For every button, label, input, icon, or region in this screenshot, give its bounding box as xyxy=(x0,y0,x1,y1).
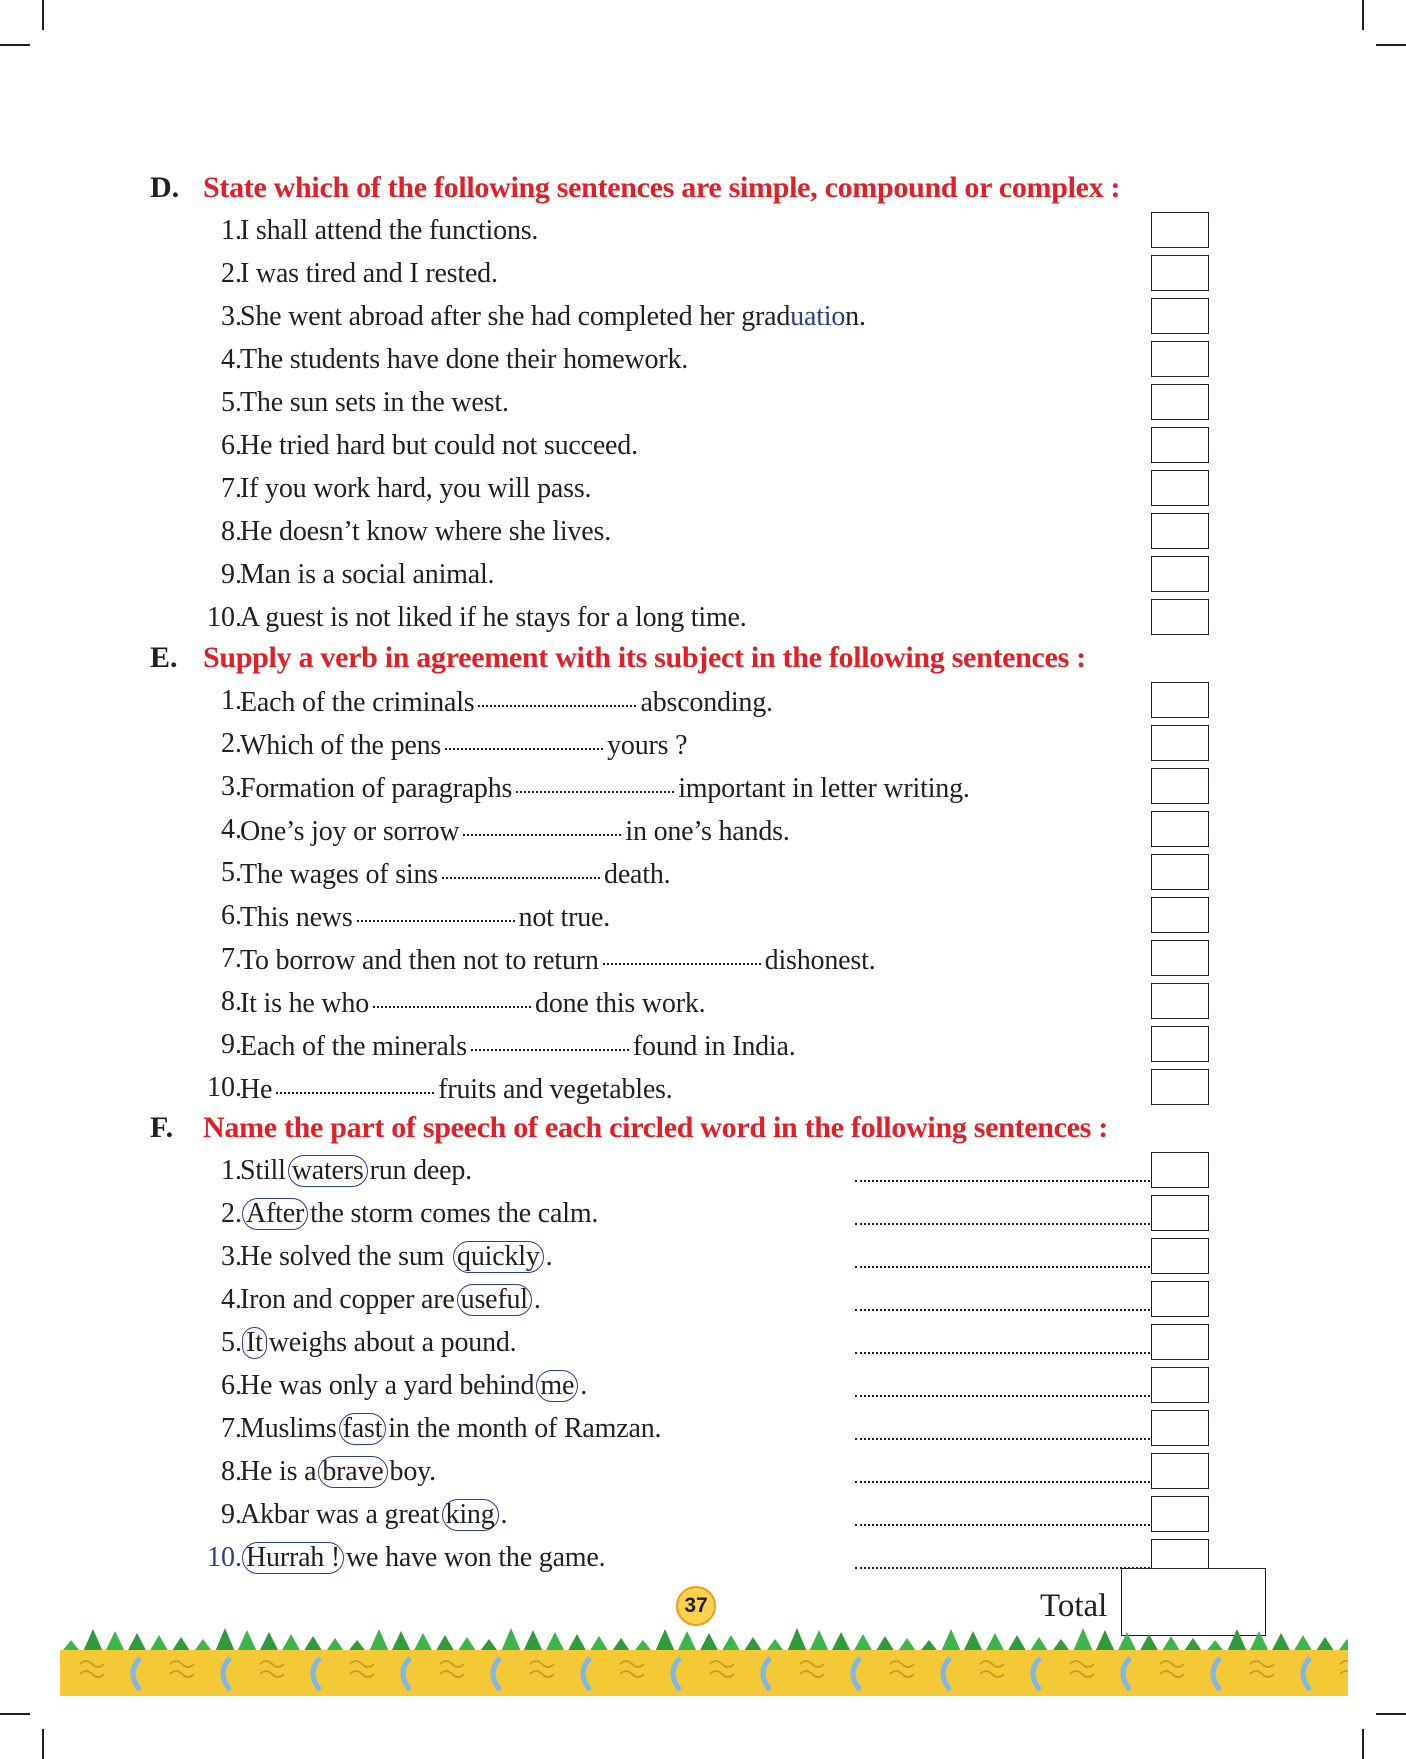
item-text xyxy=(240,1149,472,1192)
answer-line[interactable] xyxy=(855,1395,1150,1397)
circled-word: useful xyxy=(457,1284,532,1316)
section-letter: F. xyxy=(150,1111,174,1144)
crop-mark xyxy=(0,1713,30,1715)
item-text: He doesn’t know where she lives. xyxy=(240,516,611,547)
circled-word: me xyxy=(536,1370,578,1402)
fill-blank[interactable] xyxy=(276,1062,434,1094)
text-part: . xyxy=(580,1370,587,1401)
crop-mark xyxy=(1362,1729,1364,1759)
list-item xyxy=(150,1278,1250,1321)
item-number: 10. xyxy=(207,602,242,633)
circled-word: Hurrah ! xyxy=(242,1542,344,1574)
text-part: done this work. xyxy=(535,988,706,1019)
item-text: The students have done their homework. xyxy=(240,344,689,375)
list-item xyxy=(150,937,1250,980)
text-part: Each of the minerals xyxy=(240,1031,467,1062)
text-part: run deep. xyxy=(369,1155,472,1186)
list-item xyxy=(150,980,1250,1023)
list-item xyxy=(150,467,1250,510)
list-item xyxy=(150,808,1250,851)
answer-line[interactable] xyxy=(855,1266,1150,1268)
section-heading xyxy=(150,636,1250,679)
list-item xyxy=(150,894,1250,937)
item-number: 4. xyxy=(221,344,242,375)
text-part: weighs about a pound. xyxy=(268,1327,517,1358)
answer-box[interactable] xyxy=(1151,768,1209,804)
text-part: yours ? xyxy=(607,730,688,761)
section-heading xyxy=(150,1106,1250,1149)
item-number: 2. xyxy=(221,1198,242,1229)
item-text xyxy=(240,1493,507,1536)
circled-word: It xyxy=(242,1327,267,1359)
answer-box[interactable] xyxy=(1151,1453,1209,1489)
text-part: He was only a yard behind xyxy=(240,1370,535,1401)
item-text xyxy=(240,295,866,338)
fill-blank[interactable] xyxy=(516,761,674,793)
list-item xyxy=(150,295,1250,338)
answer-box[interactable] xyxy=(1151,983,1209,1019)
item-number: 4. xyxy=(221,814,242,845)
item-number: 3. xyxy=(221,771,242,802)
answer-line[interactable] xyxy=(855,1223,1150,1225)
crop-mark xyxy=(1362,0,1364,30)
list-item xyxy=(150,424,1250,467)
crop-mark xyxy=(42,0,44,30)
list-item xyxy=(150,1149,1250,1192)
fill-blank[interactable] xyxy=(445,718,603,750)
text-part: in one’s hands. xyxy=(625,816,790,847)
list-item xyxy=(150,1407,1250,1450)
item-text: I shall attend the functions. xyxy=(240,215,539,246)
list-item xyxy=(150,765,1250,808)
list-item xyxy=(150,1364,1250,1407)
answer-line[interactable] xyxy=(855,1180,1150,1182)
item-number: 6. xyxy=(221,1370,242,1401)
item-number: 1. xyxy=(221,685,242,716)
text-part: boy. xyxy=(389,1456,436,1487)
item-number: 2. xyxy=(221,728,242,759)
text-part: This news xyxy=(240,902,353,933)
answer-box[interactable] xyxy=(1151,1367,1209,1403)
item-number: 8. xyxy=(221,986,242,1017)
list-item xyxy=(150,209,1250,252)
crop-mark xyxy=(1376,1713,1406,1715)
list-item xyxy=(150,553,1250,596)
answer-box[interactable] xyxy=(1151,1152,1209,1188)
text-part: in the month of Ramzan. xyxy=(388,1413,662,1444)
circled-word: waters xyxy=(288,1155,368,1187)
text-part: Formation of paragraphs xyxy=(240,773,513,804)
section-letter: E. xyxy=(150,641,178,674)
section-title: Name the part of speech of each circled word in the following sentences : xyxy=(203,1111,1108,1144)
answer-box[interactable] xyxy=(1151,940,1209,976)
answer-box[interactable] xyxy=(1151,599,1209,635)
item-text: I was tired and I rested. xyxy=(240,258,498,289)
text-part: Still xyxy=(240,1155,286,1186)
item-text xyxy=(240,1364,587,1407)
item-number: 5. xyxy=(221,1327,242,1358)
answer-box[interactable] xyxy=(1151,1026,1209,1062)
item-number: 7. xyxy=(221,1413,242,1444)
answer-box[interactable] xyxy=(1151,470,1209,506)
item-number: 3. xyxy=(221,1241,242,1272)
text-part: death. xyxy=(604,859,671,890)
circled-word: king xyxy=(442,1499,499,1531)
list-item xyxy=(150,1450,1250,1493)
answer-box[interactable] xyxy=(1151,854,1209,890)
answer-box[interactable] xyxy=(1151,427,1209,463)
text-part: . xyxy=(545,1241,553,1272)
item-text: He tried hard but could not succeed. xyxy=(240,430,638,461)
item-number: 2. xyxy=(221,258,242,289)
item-number: 9. xyxy=(221,1029,242,1060)
text-part: uatio xyxy=(790,301,846,332)
item-number: 6. xyxy=(221,900,242,931)
ground-band xyxy=(60,1650,1348,1696)
answer-line[interactable] xyxy=(855,1309,1150,1311)
text-part: He is a xyxy=(240,1456,317,1487)
item-text xyxy=(240,937,875,982)
crop-mark xyxy=(1376,44,1406,46)
item-number: 8. xyxy=(221,1456,242,1487)
crop-mark xyxy=(42,1729,44,1759)
answer-box[interactable] xyxy=(1151,556,1209,592)
text-part: It is he who xyxy=(240,988,370,1019)
answer-line[interactable] xyxy=(855,1567,1150,1569)
text-part: The wages of sins xyxy=(240,859,439,890)
answer-box[interactable] xyxy=(1151,212,1209,248)
item-number: 5. xyxy=(221,387,242,418)
item-text: If you work hard, you will pass. xyxy=(240,473,592,504)
answer-box[interactable] xyxy=(1151,298,1209,334)
text-part: Each of the criminals xyxy=(240,687,475,718)
section-letter: D. xyxy=(150,171,180,204)
list-item xyxy=(150,1192,1250,1235)
circled-word: quickly xyxy=(453,1241,544,1273)
page-number: 37 xyxy=(676,1586,716,1626)
answer-box[interactable] xyxy=(1151,1069,1209,1105)
answer-box[interactable] xyxy=(1151,1410,1209,1446)
item-number: 1. xyxy=(221,1155,242,1186)
text-part: n. xyxy=(845,301,866,332)
item-text xyxy=(240,1536,605,1579)
list-item xyxy=(150,1023,1250,1066)
total-label: Total xyxy=(1040,1588,1108,1624)
answer-box[interactable] xyxy=(1151,682,1209,718)
answer-line[interactable] xyxy=(855,1481,1150,1483)
item-number: 10. xyxy=(207,1072,242,1103)
text-part: Akbar was a great xyxy=(240,1499,440,1530)
answer-box[interactable] xyxy=(1151,1281,1209,1317)
text-part: . xyxy=(533,1284,541,1315)
text-part: fruits and vegetables. xyxy=(438,1074,673,1105)
text-part: One’s joy or sorrow xyxy=(240,816,460,847)
text-part: She went abroad after she had completed her grad xyxy=(240,301,791,332)
item-text xyxy=(240,1066,673,1111)
item-number: 9. xyxy=(221,1499,242,1530)
fill-blank[interactable] xyxy=(442,847,600,879)
answer-box[interactable] xyxy=(1151,1496,1209,1532)
fill-blank[interactable] xyxy=(357,890,515,922)
item-number: 9. xyxy=(221,559,242,590)
list-item xyxy=(150,252,1250,295)
item-text: Man is a social animal. xyxy=(240,559,495,590)
circled-word: After xyxy=(242,1198,308,1230)
item-number: 1. xyxy=(221,215,242,246)
text-part: important in letter writing. xyxy=(678,773,970,804)
text-part: we have won the game. xyxy=(346,1542,606,1573)
text-part: Iron and copper are xyxy=(240,1284,455,1315)
item-number: 7. xyxy=(221,943,242,974)
section-title: State which of the following sentences are simple, compound or complex : xyxy=(203,171,1121,204)
section-heading xyxy=(150,166,1250,209)
list-item xyxy=(150,596,1250,639)
crop-mark xyxy=(0,44,30,46)
answer-box[interactable] xyxy=(1151,897,1209,933)
item-number: 5. xyxy=(221,857,242,888)
item-text xyxy=(240,1235,552,1278)
answer-box[interactable] xyxy=(1151,341,1209,377)
item-number: 4. xyxy=(221,1284,242,1315)
answer-box[interactable] xyxy=(1151,725,1209,761)
text-part: . xyxy=(500,1499,508,1530)
answer-line[interactable] xyxy=(855,1524,1150,1526)
circled-word: fast xyxy=(339,1413,387,1445)
text-part: not true. xyxy=(518,902,611,933)
text-part: Which of the pens xyxy=(240,730,442,761)
answer-box[interactable] xyxy=(1151,1195,1209,1231)
text-part: absconding. xyxy=(640,687,773,718)
text-part: He xyxy=(240,1074,273,1105)
list-item xyxy=(150,1493,1250,1536)
answer-box[interactable] xyxy=(1151,255,1209,291)
item-text xyxy=(240,1278,541,1321)
section-title: Supply a verb in agreement with its subject in the following sentences : xyxy=(203,641,1086,674)
item-text xyxy=(240,894,610,939)
item-number: 3. xyxy=(221,301,242,332)
answer-box[interactable] xyxy=(1151,1324,1209,1360)
answer-line[interactable] xyxy=(855,1352,1150,1354)
section-f xyxy=(150,1106,1250,1579)
list-item xyxy=(150,722,1250,765)
item-number: 7. xyxy=(221,473,242,504)
list-item xyxy=(150,1066,1250,1109)
section-e xyxy=(150,636,1250,1109)
text-part: He solved the sum xyxy=(240,1241,452,1272)
answer-box[interactable] xyxy=(1151,1238,1209,1274)
list-item xyxy=(150,1321,1250,1364)
list-item xyxy=(150,679,1250,722)
list-item xyxy=(150,851,1250,894)
text-part: found in India. xyxy=(632,1031,796,1062)
text-part: To borrow and then not to return xyxy=(240,945,599,976)
item-number: 8. xyxy=(221,516,242,547)
fill-blank[interactable] xyxy=(471,1019,629,1051)
item-text xyxy=(240,1450,436,1493)
item-number: 10. xyxy=(207,1542,242,1573)
answer-box[interactable] xyxy=(1151,513,1209,549)
circled-word: brave xyxy=(318,1456,387,1488)
fill-blank[interactable] xyxy=(373,976,531,1008)
list-item xyxy=(150,1235,1250,1278)
item-text: The sun sets in the west. xyxy=(240,387,509,418)
fill-blank[interactable] xyxy=(603,933,761,965)
section-d xyxy=(150,166,1250,639)
item-number: 6. xyxy=(221,430,242,461)
answer-box[interactable] xyxy=(1151,384,1209,420)
item-text: A guest is not liked if he stays for a long time. xyxy=(240,602,747,633)
fill-blank[interactable] xyxy=(463,804,621,836)
list-item xyxy=(150,1536,1250,1579)
item-text xyxy=(240,1407,661,1450)
text-part: Muslims xyxy=(240,1413,337,1444)
answer-box[interactable] xyxy=(1151,811,1209,847)
list-item xyxy=(150,381,1250,424)
list-item xyxy=(150,338,1250,381)
answer-line[interactable] xyxy=(855,1438,1150,1440)
fill-blank[interactable] xyxy=(478,675,636,707)
item-text xyxy=(240,1192,598,1235)
list-item xyxy=(150,510,1250,553)
text-part: the storm comes the calm. xyxy=(310,1198,599,1229)
item-text xyxy=(240,1321,516,1364)
text-part: dishonest. xyxy=(764,945,876,976)
